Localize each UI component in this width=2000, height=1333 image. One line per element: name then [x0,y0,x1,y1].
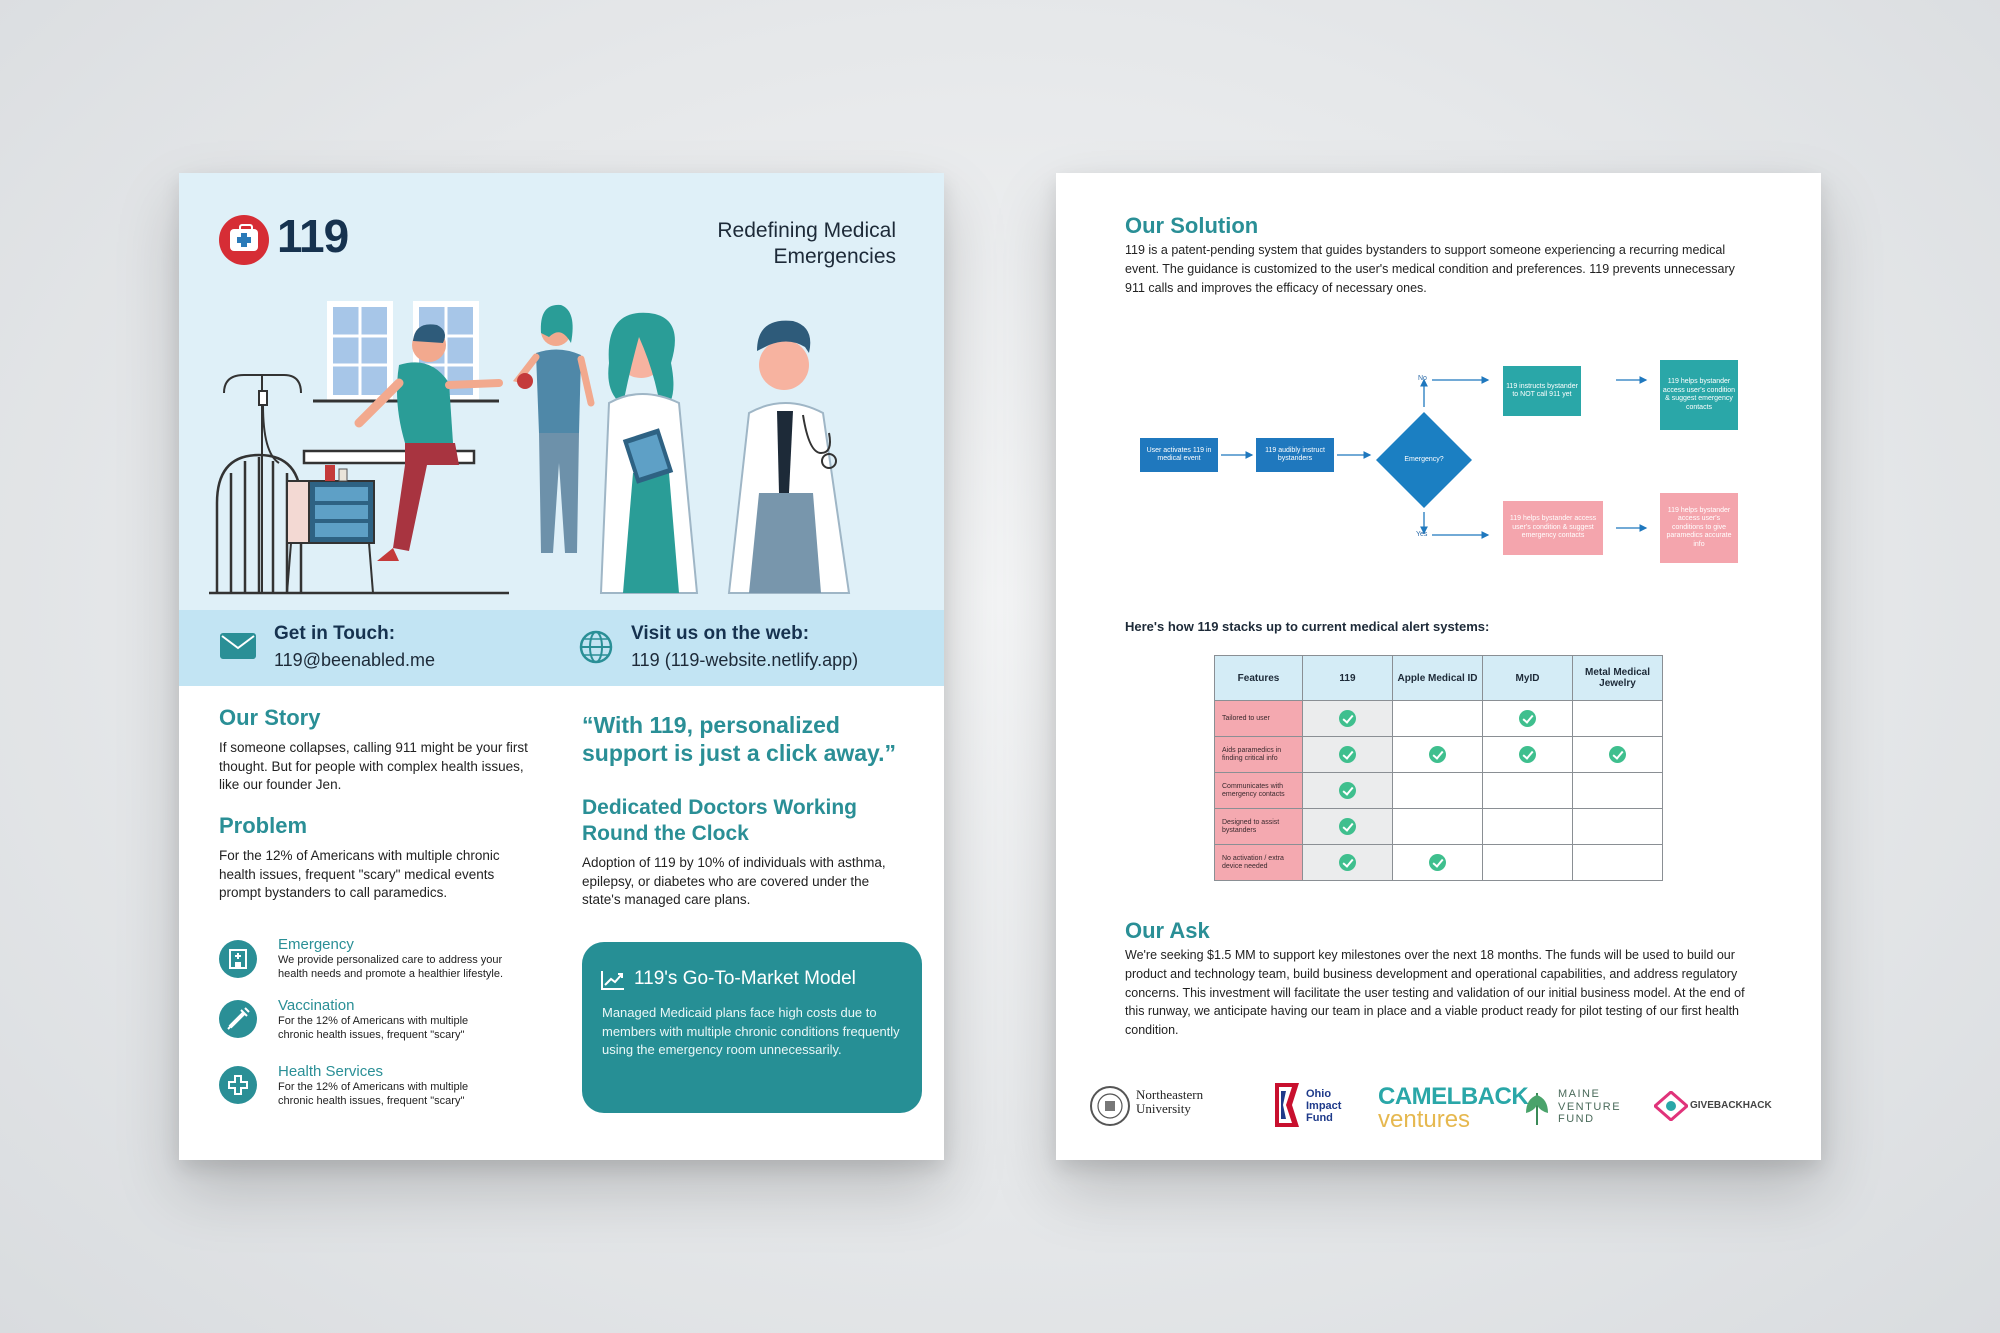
brand-name: 119 [277,210,349,262]
flyer-page-back [1056,173,1821,1160]
sponsor-maine-venture-fund: MAINE VENTURE FUND [1558,1088,1622,1125]
feature-cell: Designed to assist bystanders [1215,809,1303,845]
check-icon [1339,710,1356,727]
male-doctor-figure-icon [729,321,849,593]
nurse-figure-icon [517,305,591,553]
check-icon [1429,746,1446,763]
doctors-text: Adoption of 119 by 10% of individuals with asthma, epilepsy, or diabetes who are covered under the state's managed care plans. [582,855,886,907]
gtm-text: Managed Medicaid plans face high costs due to members with multiple chronic conditions frequently using the emergency room unnecessarily. [602,1005,900,1057]
globe-icon[interactable] [579,630,613,664]
table-row [1215,845,1663,881]
flow-no1-box: 119 instructs bystander to NOT call 911 yet [1503,366,1581,416]
flow-yes1-box: 119 helps bystander access user's condition & suggest emergency contacts [1503,501,1603,555]
hospital-icon [219,940,257,978]
check-icon [1339,818,1356,835]
flow-no-label: No [1418,375,1427,382]
flow-yes-label: Yes [1416,531,1428,538]
go-to-market-card [582,942,922,1113]
check-icon [1339,746,1356,763]
check-icon [1429,854,1446,871]
flow-yes2-box: 119 helps bystander access user's conditions to give paramedics accurate info [1660,493,1738,563]
feature-cell: Tailored to user [1215,701,1303,737]
feature-cell: No activation / extra device needed [1215,845,1303,881]
flow-start-box: User activates 119 in medical event [1140,438,1218,472]
check-icon [1339,854,1356,871]
check-icon [1609,746,1626,763]
contact-band [179,610,944,686]
trend-chart-icon [601,970,625,990]
table-row [1215,737,1663,773]
check-icon [1519,710,1536,727]
hero-section [179,173,944,610]
sponsor-camelback-sub: ventures [1378,1106,1471,1133]
feature-vaccination-text: For the 12% of Americans with multiple chronic health issues, frequent "scary" [278,1015,469,1041]
problem-heading: Problem [219,813,308,838]
flyer-page-front [179,173,944,1160]
feature-health-services-text: For the 12% of Americans with multiple chronic health issues, frequent "scary" [278,1081,469,1107]
gtm-title: 119's Go-To-Market Model [634,968,856,989]
feature-cell: Aids paramedics in finding critical info [1215,737,1303,773]
feature-cell: Communicates with emergency contacts [1215,773,1303,809]
check-icon [1339,782,1356,799]
flow-instruct-box: 119 audibly instruct bystanders [1256,438,1334,472]
female-doctor-figure-icon [601,313,697,593]
medical-staff-illustration [209,293,909,610]
our-ask-heading: Our Ask [1125,918,1210,943]
feature-emergency-text: We provide personalized care to address your health needs and promote a healthier lifestyle. [278,954,504,980]
col-apple: Apple Medical ID [1393,656,1483,701]
northeastern-seal-icon [1089,1085,1131,1127]
flow-no2-box: 119 helps bystander access user's condition & suggest emergency contacts [1660,360,1738,430]
tagline: Redefining Medical Emergencies [717,219,896,268]
plus-icon [219,1066,257,1104]
syringe-icon [219,1000,257,1038]
table-row [1215,701,1663,737]
maine-venture-leaf-icon [1522,1085,1552,1127]
doctors-heading: Dedicated Doctors Working Round the Clock [582,796,857,845]
flow-arrows [1056,173,1821,593]
givebackhack-logo-icon [1654,1091,1688,1121]
our-story-text: If someone collapses, calling 911 might be your first thought. But for people with complex health issues, like our founder Jen. [219,740,528,792]
our-solution-text: 119 is a patent-pending system that guides bystanders to support someone experiencing a recurring medical event. The guidance is customized to the user's medical condition and preferences. 119 prevents unnecessary 911 calls and improves the efficacy of necessary ones. [1125,243,1735,295]
pull-quote: “With 119, personalized support is just a click away.” [582,712,897,766]
table-row [1215,773,1663,809]
feature-health-services-title: Health Services [278,1063,384,1080]
contact-email[interactable]: 119@beenabled.me [274,650,436,670]
feature-vaccination-title: Vaccination [278,997,355,1014]
comparison-heading: Here's how 119 stacks up to current medical alert systems: [1125,619,1490,634]
sponsor-ohio-impact-fund: Ohio Impact Fund [1306,1088,1342,1124]
check-icon [1519,746,1536,763]
first-aid-logo-icon [219,215,269,265]
ohio-flag-icon [1272,1081,1302,1129]
web-link[interactable]: 119 (119-website.netlify.app) [631,650,859,670]
web-title: Visit us on the web: [631,623,810,644]
our-solution-heading: Our Solution [1125,213,1259,238]
sponsor-camelback-title: CAMELBACK [1378,1083,1529,1110]
flow-decision-label: Emergency? [1404,455,1444,463]
table-row [1215,809,1663,845]
sponsor-givebackhack: GIVEBACKHACK [1690,1100,1772,1111]
our-story-heading: Our Story [219,705,321,730]
sponsor-northeastern: Northeastern University [1136,1087,1204,1116]
envelope-icon[interactable] [219,632,257,660]
col-features: Features [1215,656,1303,701]
col-119: 119 [1303,656,1393,701]
feature-emergency-title: Emergency [278,936,354,953]
comparison-table [1214,655,1663,881]
col-myid: MyID [1483,656,1573,701]
problem-text: For the 12% of Americans with multiple chronic health issues, frequent "scary" medical events prompt bystanders to call paramedics. [219,848,500,900]
contact-title: Get in Touch: [274,623,396,644]
our-ask-text: We're seeking $1.5 MM to support key milestones over the next 18 months. The funds will be used to build our product and technology team, build business development and operational capabilities, and address regulatory concerns. This investment will facilitate the user testing and validation of our initial business model. At the end of this runway, we anticipate having our team in place and a viable product ready for pilot testing of our first health condition. [1125,948,1745,1038]
col-jewelry: Metal Medical Jewelry [1573,656,1663,701]
